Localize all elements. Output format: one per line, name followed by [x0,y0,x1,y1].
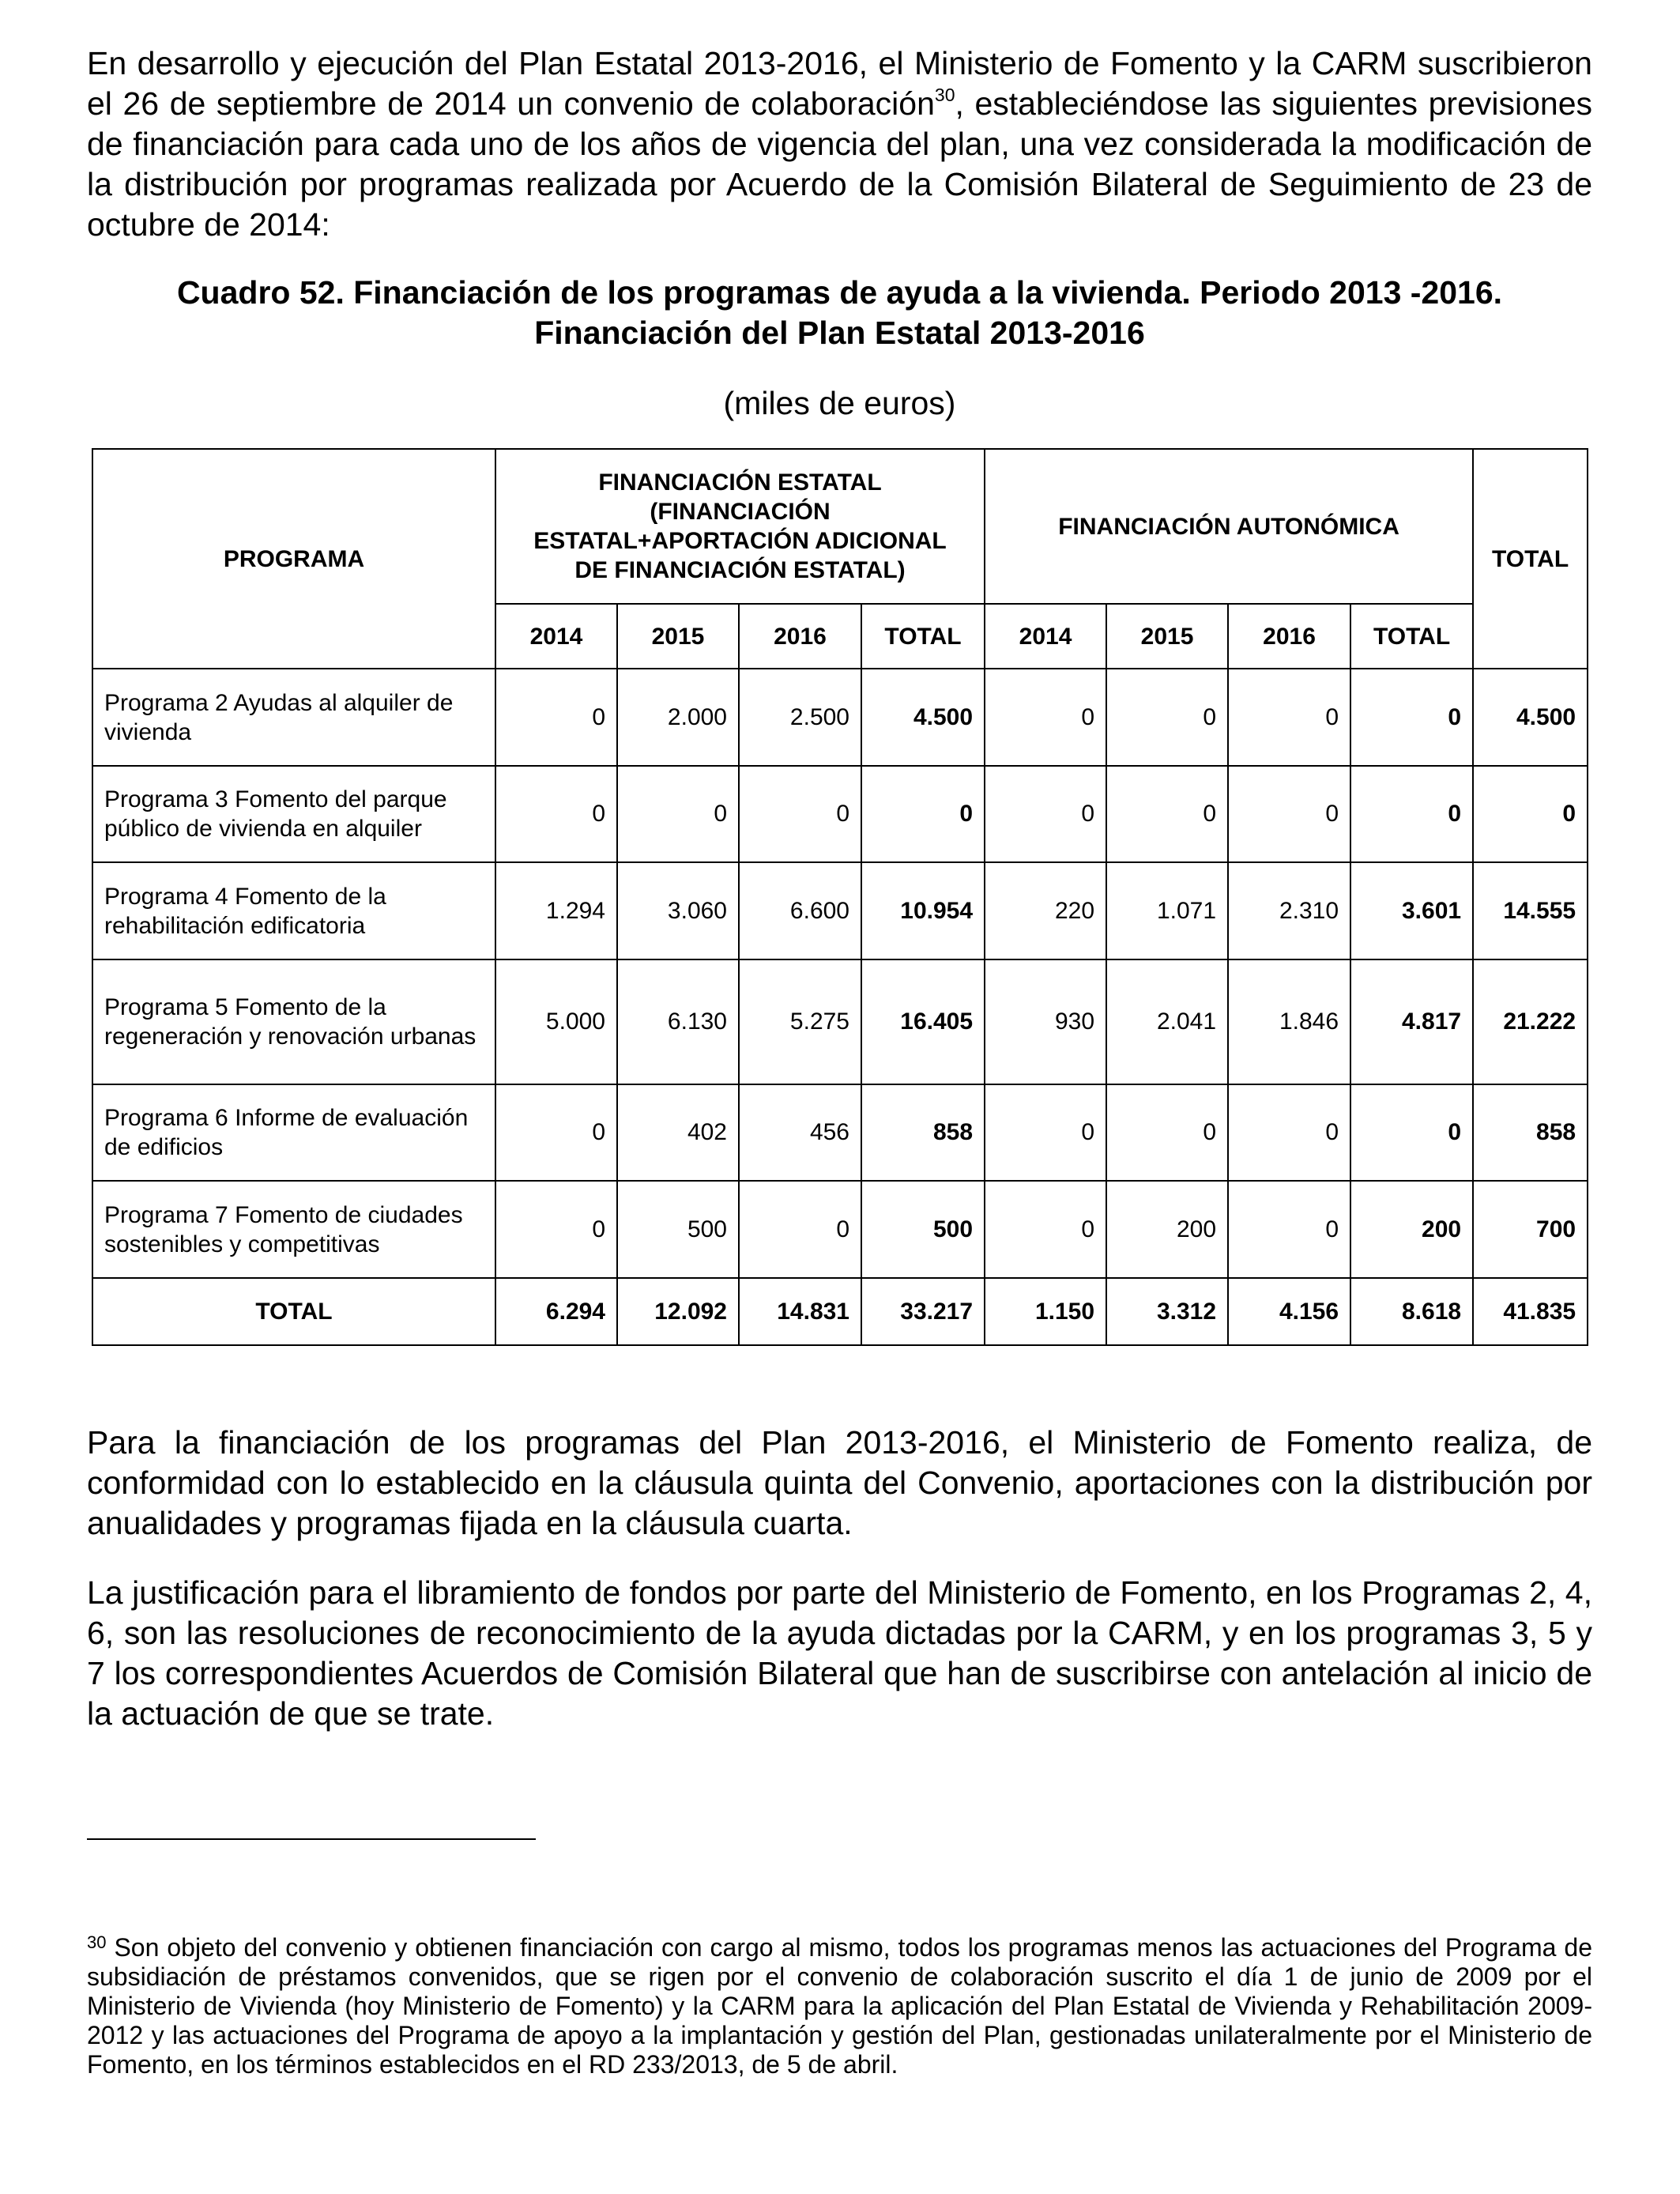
intro-paragraph [87,43,1592,245]
total-label-cell: TOTAL [92,1278,495,1345]
intro-text-start: En desarrollo y ejecución del Plan Estatal 2013-2016, el Ministerio de Fomento y la CARM suscribieron el 26 de septiembre de 2014 un convenio de colaboración [87,45,1592,122]
footnote-separator [87,1838,536,1840]
intro-text-end: , estableciéndose las siguientes previsiones de financiación para cada uno de los años de vigencia del plan, una vez considerada la modificación de la distribución por programas realizada por Acuerdo de la Comisión Bilateral de Seguimiento de 23 de octubre de 2014: [87,85,1593,243]
value-cell: 0 [1106,1084,1228,1181]
value-cell: 402 [617,1084,739,1181]
subheader-cell: 2015 [1106,604,1228,669]
total-value-cell: 14.831 [739,1278,861,1345]
table-row [92,669,1588,766]
table-row [92,1181,1588,1278]
subtotal-cell: 4.817 [1350,959,1473,1084]
subtotal-cell: 16.405 [861,959,985,1084]
subheader-cell: 2016 [1228,604,1350,669]
total-value-cell: 6.294 [495,1278,617,1345]
value-cell: 0 [495,766,617,862]
row-total-cell: 700 [1473,1181,1588,1278]
subheader-cell: 2014 [495,604,617,669]
subtotal-cell: 0 [861,766,985,862]
subtotal-cell: 200 [1350,1181,1473,1278]
header-programa: PROGRAMA [92,449,495,669]
header-estatal-line-3: ESTATAL+APORTACIÓN ADICIONAL [533,528,947,554]
value-cell: 500 [617,1181,739,1278]
value-cell: 0 [1106,766,1228,862]
value-cell: 0 [985,766,1106,862]
table-row [92,766,1588,862]
value-cell: 0 [617,766,739,862]
value-cell: 220 [985,862,1106,959]
value-cell: 0 [1228,669,1350,766]
header-estatal-line-1: FINANCIACIÓN ESTATAL [598,469,882,496]
grand-total-cell: 41.835 [1473,1278,1588,1345]
table-header-row [92,449,1588,604]
value-cell: 1.294 [495,862,617,959]
header-total: TOTAL [1473,449,1588,669]
subheader-cell: 2015 [617,604,739,669]
value-cell: 0 [739,1181,861,1278]
header-estatal-line-2: (FINANCIACIÓN [650,499,831,525]
table-total-row [92,1278,1588,1345]
subtotal-cell: 0 [1350,669,1473,766]
table-row [92,1084,1588,1181]
value-cell: 200 [1106,1181,1228,1278]
value-cell: 5.000 [495,959,617,1084]
total-value-cell: 1.150 [985,1278,1106,1345]
table-row [92,959,1588,1084]
table-row [92,862,1588,959]
value-cell: 0 [985,669,1106,766]
total-value-cell: 12.092 [617,1278,739,1345]
subtotal-cell: 0 [1350,766,1473,862]
value-cell: 6.130 [617,959,739,1084]
value-cell: 0 [985,1084,1106,1181]
footnote-text: Son objeto del convenio y obtienen financiación con cargo al mismo, todos los programas menos las actuaciones del Programa de subsidiación de préstamos convenidos, que se rigen por el convenio de colaboración suscrito el día 1 de junio de 2009 por el Ministerio de Vivienda (hoy Ministerio de Fomento) y la CARM para la aplicación del Plan Estatal de Vivienda y Rehabilitación 2009-2012 y las actuaciones del Programa de apoyo a la implantación y gestión del Plan, gestionadas unilateralmente por el Ministerio de Fomento, en los términos establecidos en el RD 233/2013, de 5 de abril. [87,1933,1592,2079]
body-paragraph-3: La justificación para el libramiento de fondos por parte del Ministerio de Fomento, en los Programas 2, 4, 6, son las resoluciones de reconocimiento de la ayuda dictadas por la CARM, y en los programas 3, 5 y 7 los correspondientes Acuerdos de Comisión Bilateral que han de suscribirse con antelación al inicio de la actuación de que se trate. [87,1574,1592,1732]
value-cell: 0 [985,1181,1106,1278]
value-cell: 2.041 [1106,959,1228,1084]
value-cell: 2.500 [739,669,861,766]
value-cell: 1.071 [1106,862,1228,959]
subtotal-cell: 4.500 [861,669,985,766]
caption-line-2: Financiación del Plan Estatal 2013-2016 [534,315,1145,351]
row-total-cell: 0 [1473,766,1588,862]
footnote-reference[interactable]: 30 [934,85,955,105]
subheader-cell: 2014 [985,604,1106,669]
row-total-cell: 858 [1473,1084,1588,1181]
value-cell: 0 [495,1084,617,1181]
subheader-cell: 2016 [739,604,861,669]
row-total-cell: 21.222 [1473,959,1588,1084]
subtotal-cell: 10.954 [861,862,985,959]
table-caption [87,273,1592,353]
value-cell: 3.060 [617,862,739,959]
value-cell: 0 [495,1181,617,1278]
value-cell: 2.000 [617,669,739,766]
row-total-cell: 4.500 [1473,669,1588,766]
value-cell: 2.310 [1228,862,1350,959]
subheader-cell: TOTAL [1350,604,1473,669]
footnote-number: 30 [87,1932,107,1952]
header-estatal-line-4: DE FINANCIACIÓN ESTATAL) [574,557,906,583]
value-cell: 456 [739,1084,861,1181]
table-units: (miles de euros) [723,385,956,421]
subtotal-cell: 500 [861,1181,985,1278]
body-paragraph-2: Para la financiación de los programas del Plan 2013-2016, el Ministerio de Fomento realiza, de conformidad con lo establecido en la cláusula quinta del Convenio, aportaciones con la distribución por anualidades y programas fijada en la cláusula cuarta. [87,1424,1592,1541]
subheader-cell: TOTAL [861,604,985,669]
total-value-cell: 33.217 [861,1278,985,1345]
total-value-cell: 4.156 [1228,1278,1350,1345]
programa-cell: Programa 3 Fomento del parque público de vivienda en alquiler [92,766,495,862]
total-value-cell: 3.312 [1106,1278,1228,1345]
value-cell: 0 [1228,766,1350,862]
programa-cell: Programa 7 Fomento de ciudades sostenibles y competitivas [92,1181,495,1278]
value-cell: 0 [495,669,617,766]
value-cell: 0 [1228,1181,1350,1278]
caption-line-1: Cuadro 52. Financiación de los programas de ayuda a la vivienda. Periodo 2013 -2016. [176,274,1503,311]
value-cell: 1.846 [1228,959,1350,1084]
value-cell: 0 [739,766,861,862]
header-financiacion-autonomica: FINANCIACIÓN AUTONÓMICA [985,449,1473,604]
programa-cell: Programa 5 Fomento de la regeneración y renovación urbanas [92,959,495,1084]
value-cell: 0 [1106,669,1228,766]
value-cell: 0 [1228,1084,1350,1181]
footnote [87,1933,1592,2079]
header-financiacion-estatal [495,449,985,604]
total-value-cell: 8.618 [1350,1278,1473,1345]
financing-table [92,448,1588,1346]
programa-cell: Programa 6 Informe de evaluación de edificios [92,1084,495,1181]
value-cell: 6.600 [739,862,861,959]
value-cell: 5.275 [739,959,861,1084]
programa-cell: Programa 2 Ayudas al alquiler de vivienda [92,669,495,766]
subtotal-cell: 858 [861,1084,985,1181]
programa-cell: Programa 4 Fomento de la rehabilitación edificatoria [92,862,495,959]
value-cell: 930 [985,959,1106,1084]
subtotal-cell: 0 [1350,1084,1473,1181]
subtotal-cell: 3.601 [1350,862,1473,959]
row-total-cell: 14.555 [1473,862,1588,959]
